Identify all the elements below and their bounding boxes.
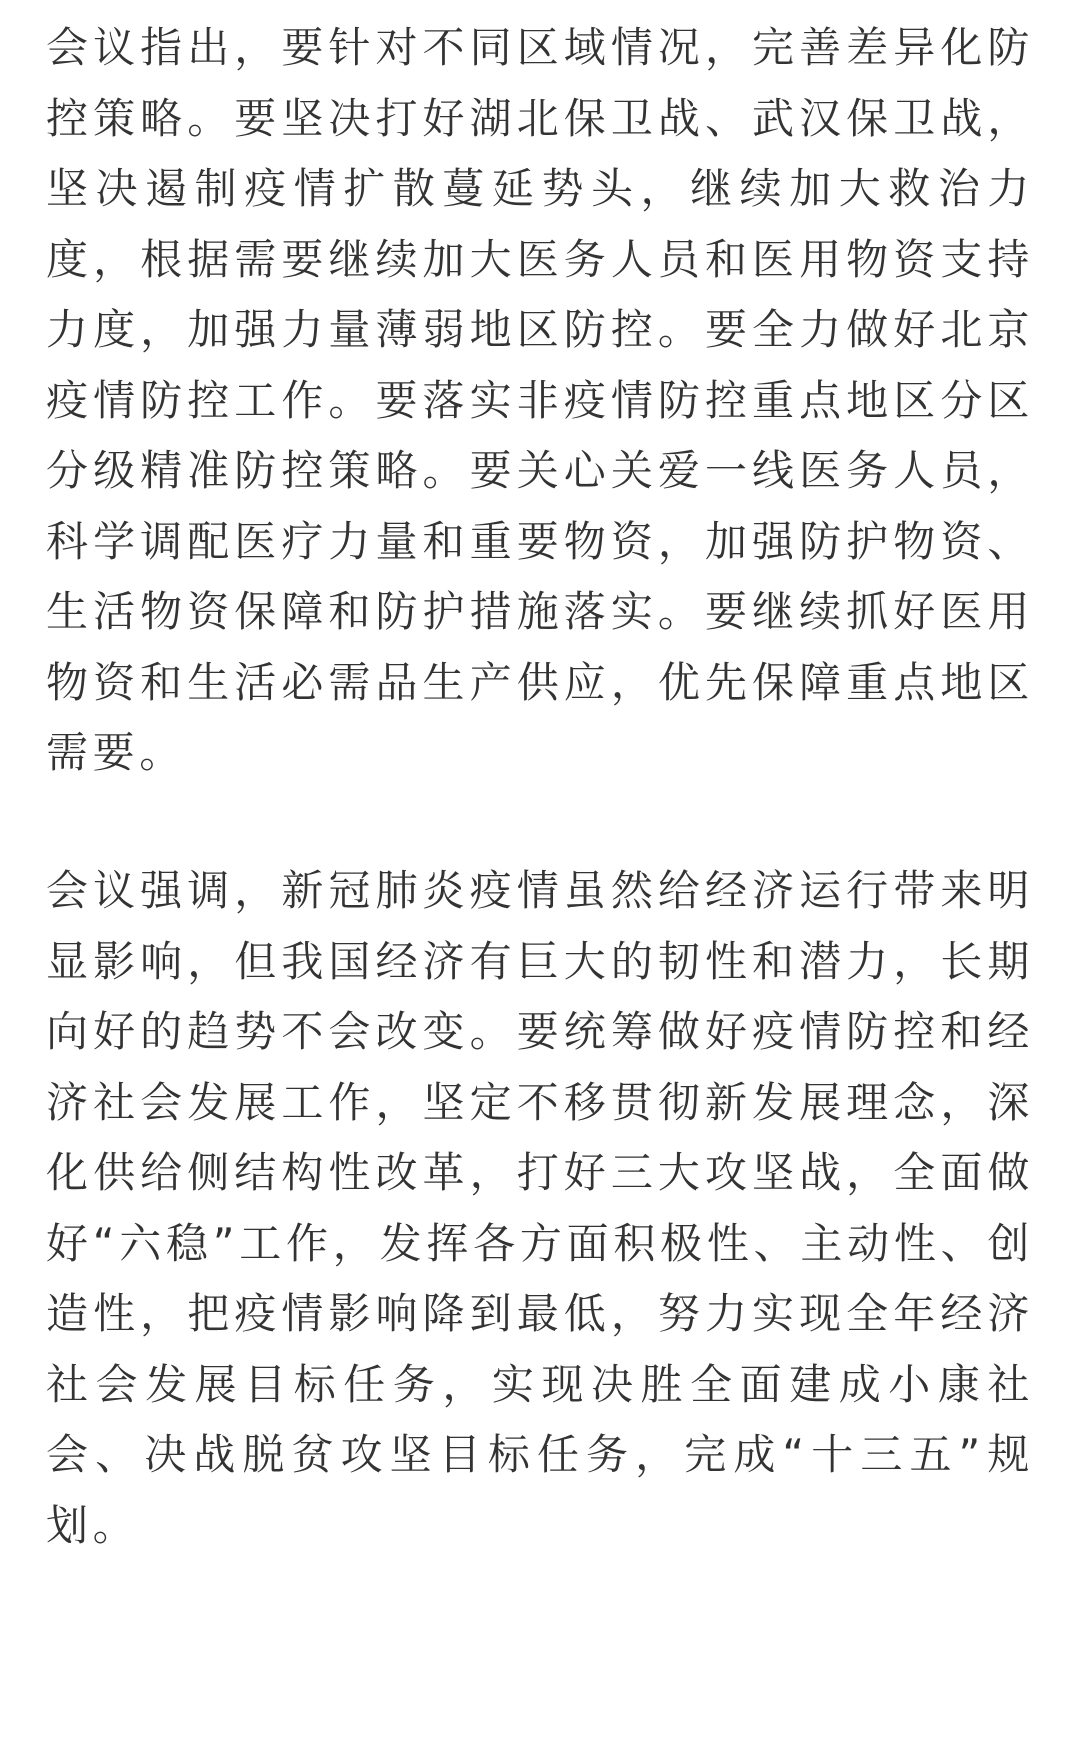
- paragraph-meeting-points: 会议指出，要针对不同区域情况，完善差异化防控策略。要坚决打好湖北保卫战、武汉保卫战，坚决遏制疫情扩散蔓延势头，继续加大救治力度，根据需要继续加大医务人员和医用物资支持力度，加强力量薄弱地区防控。要全力做好北京疫情防控工作。要落实非疫情防控重点地区分区分级精准防控策略。要关心关爱一线医务人员，科学调配医疗力量和重要物资，加强防护物资、生活物资保障和防护措施落实。要继续抓好医用物资和生活必需品生产供应，优先保障重点地区需要。: [46, 23, 1034, 777]
- paragraph-meeting-emphasis: 会议强调，新冠肺炎疫情虽然给经济运行带来明显影响，但我国经济有巨大的韧性和潜力，长期向好的趋势不会改变。要统筹做好疫情防控和经济社会发展工作，坚定不移贯彻新发展理念，深化供给侧结构性改革，打好三大攻坚战，全面做好“六稳”工作，发挥各方面积极性、主动性、创造性，把疫情影响降到最低，努力实现全年经济社会发展目标任务，实现决胜全面建成小康社会、决战脱贫攻坚目标任务，完成“十三五”规划。: [46, 866, 1034, 1550]
